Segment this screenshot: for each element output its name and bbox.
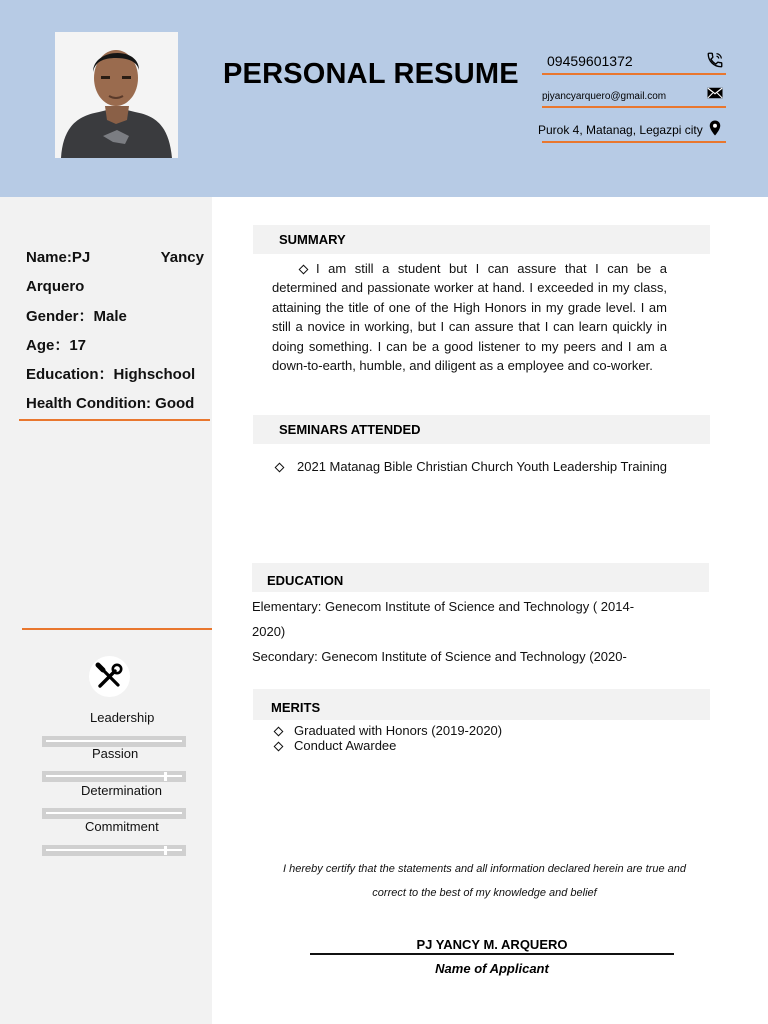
skill-bar-passion (42, 771, 186, 782)
education-secondary: Secondary: Genecom Institute of Science and Technology (2020- (252, 649, 627, 664)
skill-label-leadership: Leadership (90, 710, 155, 725)
summary-bullet-icon (299, 264, 309, 274)
skill-label-passion: Passion (92, 746, 139, 761)
education-heading: EDUCATION (267, 573, 344, 588)
page-title: PERSONAL RESUME (223, 58, 519, 90)
summary-heading-box (253, 225, 710, 254)
certification-statement: I hereby certify that the statements and all information declared herein are true and correct to the best of my knowledge and belief (283, 863, 686, 899)
summary-body (272, 259, 667, 375)
applicant-name: PJ YANCY M. ARQUERO (416, 937, 568, 952)
tools-icon (89, 656, 130, 697)
seminar-item (276, 459, 667, 474)
merit-item (275, 723, 502, 738)
applicant-role: Name of Applicant (435, 961, 549, 976)
email-address: pjyancyarquero@gmail.com (542, 91, 667, 102)
merit-bullet-icon (274, 741, 284, 751)
age-line: Age：17 (26, 336, 87, 354)
name-line (26, 243, 204, 272)
location-pin-icon (706, 119, 724, 137)
merit-item-text: Conduct Awardee (294, 738, 397, 753)
merits-heading: MERITS (271, 700, 321, 715)
education-body (252, 594, 662, 669)
name-label: Name:PJ (26, 249, 91, 266)
education-heading-box (252, 563, 709, 592)
seminar-bullet-icon (275, 462, 285, 472)
name-last: Arquero (26, 278, 85, 296)
merit-bullet-icon (274, 726, 284, 736)
name-middle: Yancy (160, 249, 204, 266)
email-row (542, 84, 726, 108)
skill-bar-commitment-knob (164, 846, 167, 855)
summary-text: I am still a student but I can assure that I can be a determined and passionate worker at hand. I exceeded in my class, attaining the title of one of the High Honors in my grade level. I am still a novice in working, but I can assure that I can learn quickly in doing something. I can be a good listener to my peers and I am a down-to-earth, humble, and diligent as a employee and co-worker. (272, 261, 667, 374)
address-text: Purok 4, Matanag, Legazpi city (538, 123, 703, 137)
health-line: Health Condition: Good (26, 395, 195, 413)
envelope-icon (706, 84, 724, 102)
personal-info (26, 243, 204, 419)
profile-photo (55, 32, 178, 158)
education-line: Education：Highschool (26, 366, 196, 384)
sidebar-divider-top (19, 419, 210, 421)
skill-bar-determination (42, 808, 186, 819)
education-elementary: Elementary: Genecom Institute of Science and Technology ( 2014-2020) (252, 599, 635, 639)
skill-bar-commitment (42, 845, 186, 856)
address-row (538, 116, 726, 143)
phone-number: 09459601372 (547, 53, 633, 69)
sidebar-divider-bottom (22, 628, 212, 630)
seminars-heading: SEMINARS ATTENDED (279, 422, 421, 437)
merit-item (275, 738, 396, 753)
gender-line: Gender：Male (26, 307, 127, 325)
phone-icon (706, 51, 724, 69)
phone-row (542, 50, 726, 75)
skill-bar-passion-knob (164, 772, 167, 781)
signature-line (310, 953, 674, 955)
summary-heading: SUMMARY (279, 232, 346, 247)
seminar-item-text: 2021 Matanag Bible Christian Church Youth Leadership Training (297, 459, 668, 474)
merits-heading-box (253, 689, 710, 720)
seminars-heading-box (253, 415, 710, 444)
skill-label-determination: Determination (81, 783, 162, 798)
merit-item-text: Graduated with Honors (2019-2020) (294, 723, 503, 738)
skill-label-commitment: Commitment (85, 819, 159, 834)
